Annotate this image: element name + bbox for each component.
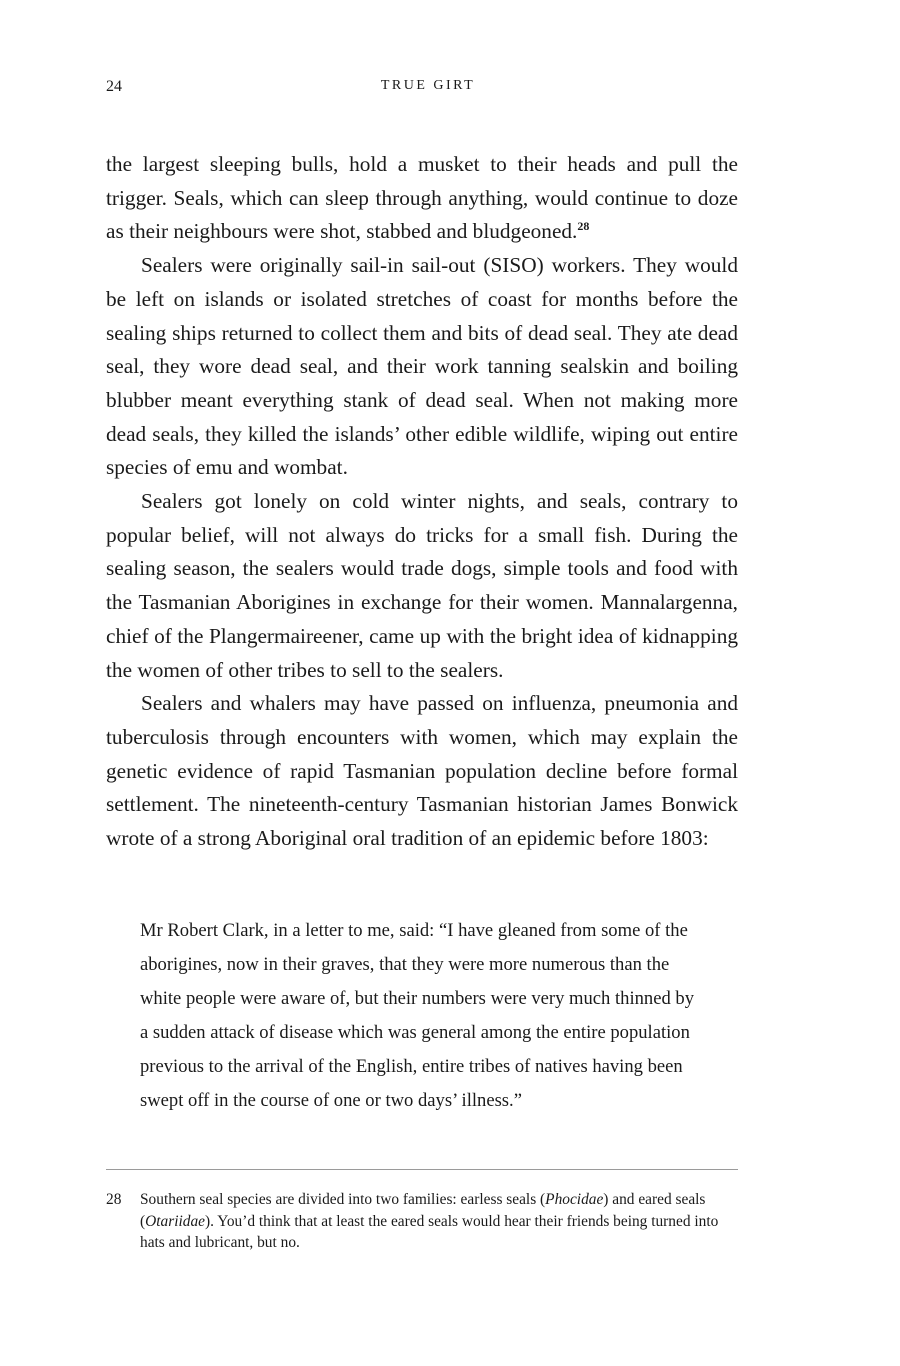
body-text xyxy=(106,148,738,856)
running-head xyxy=(106,78,738,100)
footnote-text-part1: Southern seal species are divided into two families: earless seals ( xyxy=(140,1191,546,1208)
footnote xyxy=(106,1189,738,1254)
running-title: TRUE GIRT xyxy=(380,78,476,93)
footnote-term-otariidae: Otariidae xyxy=(145,1212,205,1230)
paragraph-1-text: the largest sleeping bulls, hold a musket to their heads and pull the trigger. Seals, which can sleep through anything, would continue to doze as their neighbours were shot, stabbed and bludgeoned. xyxy=(106,152,738,244)
block-quote: Mr Robert Clark, in a letter to me, said: “I have gleaned from some of the aborigines, now in their graves, that they were more numerous than the white people were aware of, but their numbers were very much thinned by a sudden attack of disease which was general among the entire population previous to the arrival of the English, entire tribes of natives having been swept off in the course of one or two days’ illness.” xyxy=(140,920,694,1111)
paragraph-3: Sealers got lonely on cold winter nights, and seals, contrary to popular belief, will not always do tricks for a small fish. During the sealing season, the sealers would trade dogs, simple tools and food with the Tasmanian Aborigines in exchange for their women. Mannalargenna, chief of the Plangermaireener, came up with the bright idea of kidnapping the women of other tribes to sell to the sealers. xyxy=(106,489,738,682)
footnote-reference[interactable]: 28 xyxy=(577,219,590,234)
page-number: 24 xyxy=(106,78,122,95)
paragraph-2: Sealers were originally sail-in sail-out (SISO) workers. They would be left on islands or isolated stretches of coast for months before the sealing ships returned to collect them and bits of dead seal. They ate dead seal, they wore dead seal, and their work tanning sealskin and boiling blubber meant everything stank of dead seal. When not making more dead seals, they killed the islands’ other edible wildlife, wiping out entire species of emu and wombat. xyxy=(106,253,738,480)
paragraph-4: Sealers and whalers may have passed on influenza, pneumonia and tuberculosis through encounters with women, which may explain the genetic evidence of rapid Tasmanian population decline before formal settlement. The nineteenth-century Tasmanian historian James Bonwick wrote of a strong Aboriginal oral tradition of an epidemic before 1803: xyxy=(106,691,738,851)
footnote-text-part2: ) and eared seals ( xyxy=(140,1191,706,1230)
footnote-text-part3: ). You’d think that at least the eared seals would hear their friends being turned into hats and lubricant, but no. xyxy=(140,1212,719,1252)
footnote-number: 28 xyxy=(106,1191,122,1208)
footnote-text xyxy=(140,1189,738,1254)
footnote-term-phocidae: Phocidae xyxy=(545,1191,604,1208)
paragraph-1 xyxy=(106,148,738,249)
footnote-divider xyxy=(106,1169,738,1170)
